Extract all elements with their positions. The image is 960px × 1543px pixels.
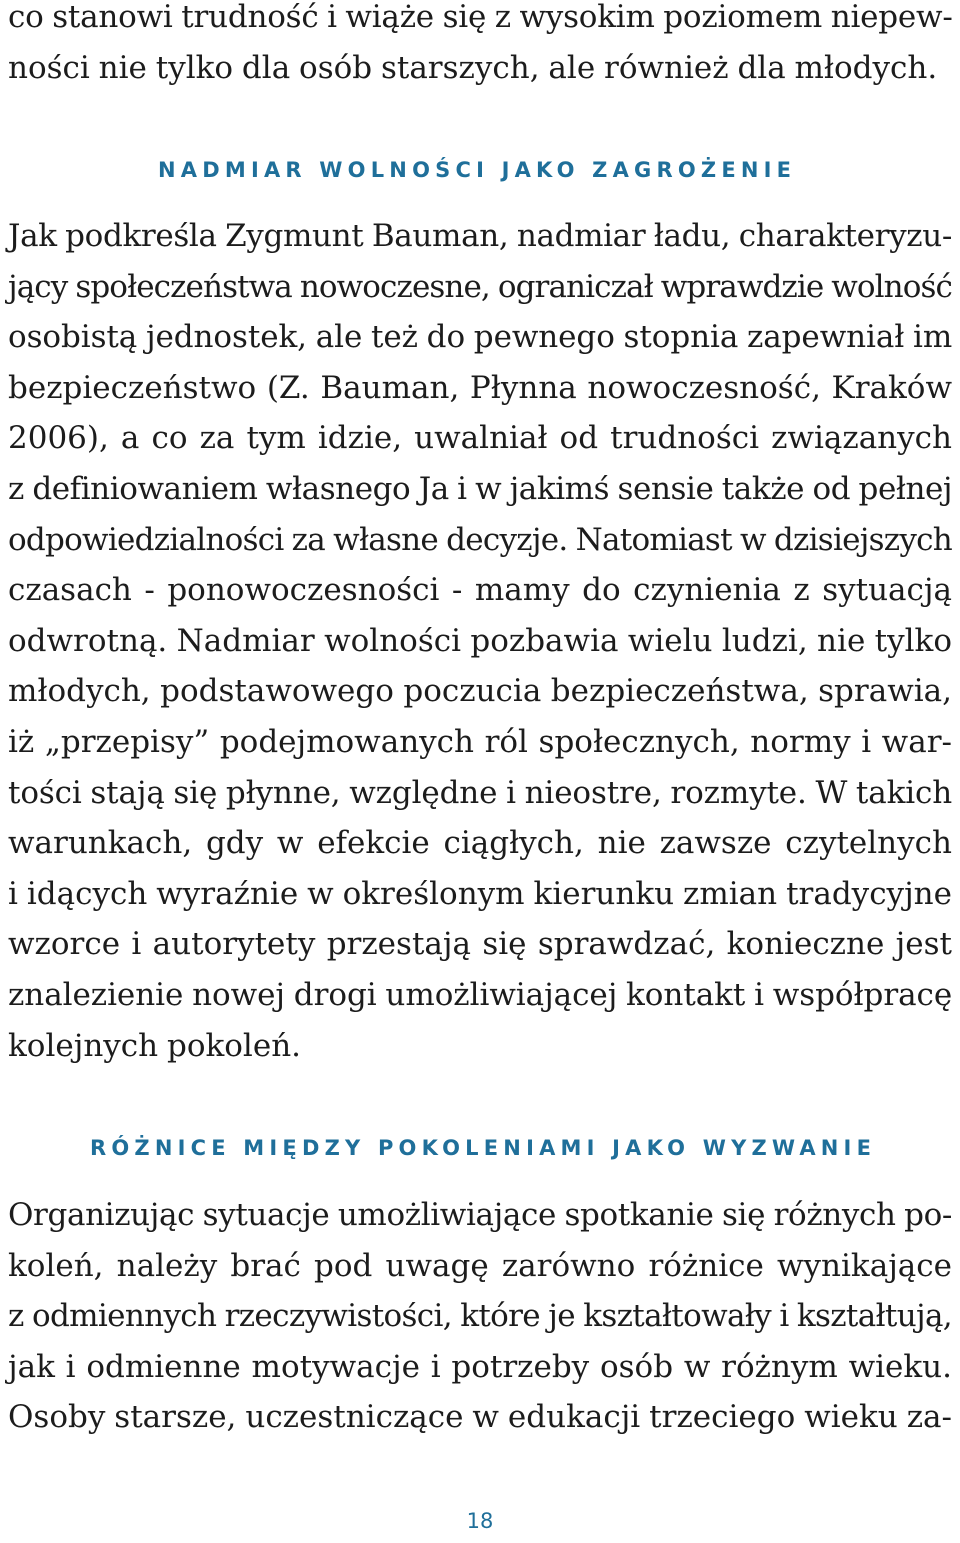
- text-line: jak i odmienne motywacje i potrzeby osób w różnym wieku.: [8, 1348, 952, 1385]
- pokolenia-paragraph: [8, 1190, 952, 1443]
- text-line: kolejnych pokoleń.: [8, 1027, 302, 1064]
- text-line: osobistą jednostek, ale też do pewnego stopnia zapewniał im: [8, 319, 953, 356]
- text-line: bezpieczeństwo (Z. Bauman, Płynna nowoczesność, Kraków: [8, 369, 952, 406]
- text-line: i idących wyraźnie w określonym kierunku zmian tradycyjne: [8, 875, 952, 912]
- text-line: jący społeczeństwa nowoczesne, ograniczał wprawdzie wolność: [8, 268, 952, 305]
- text-line: Osoby starsze, uczestniczące w edukacji trzeciego wieku za-: [8, 1399, 952, 1436]
- text-line: odwrotną. Nadmiar wolności pozbawia wielu ludzi, nie tylko: [8, 622, 952, 659]
- text-line: Jak podkreśla Zygmunt Bauman, nadmiar ładu, charakteryzu-: [8, 218, 952, 254]
- text-line: czasach - ponowoczesności - mamy do czynienia z sytuacją: [8, 572, 952, 609]
- intro-paragraph: [8, 0, 952, 93]
- text-line: z definiowaniem własnego Ja i w jakimś sensie także od pełnej: [8, 470, 953, 507]
- section-heading-roznice-miedzy-pokoleniami: RÓŻNICE MIĘDZY POKOLENIAMI JAKO WYZWANIE: [90, 1136, 877, 1160]
- text-line: koleń, należy brać pod uwagę zarówno różnice wynikające: [8, 1247, 952, 1284]
- text-line: tości stają się płynne, względne i nieostre, rozmyte. W takich: [8, 774, 953, 811]
- text-line: młodych, podstawowego poczucia bezpieczeństwa, sprawia,: [8, 673, 952, 710]
- text-line: odpowiedzialności za własne decyzje. Natomiast w dzisiejszych: [8, 521, 952, 558]
- text-line: 2006), a co za tym idzie, uwalniał od trudności związanych: [8, 420, 952, 457]
- text-line: wzorce i autorytety przestają się sprawdzać, konieczne jest: [8, 926, 952, 963]
- page-number: 18: [466, 1509, 494, 1533]
- text-line: Organizując sytuacje umożliwiające spotkanie się różnych po-: [8, 1197, 952, 1233]
- section-heading-nadmiar-wolnosci: NADMIAR WOLNOŚCI JAKO ZAGROŻENIE: [158, 158, 797, 182]
- bauman-paragraph: [8, 211, 952, 1071]
- text-line: iż „przepisy” podejmowanych ról społecznych, normy i war-: [8, 723, 952, 760]
- text-line: ności nie tylko dla osób starszych, ale również dla młodych.: [8, 49, 938, 86]
- book-page: [8, 0, 952, 1543]
- text-line: warunkach, gdy w efekcie ciągłych, nie zawsze czytelnych: [8, 825, 952, 862]
- text-line: z odmiennych rzeczywistości, które je kształtowały i kształtują,: [8, 1298, 952, 1335]
- text-line: co stanowi trudność i wiąże się z wysokim poziomem niepew-: [8, 0, 953, 35]
- text-line: znalezienie nowej drogi umożliwiającej kontakt i współpracę: [8, 976, 953, 1013]
